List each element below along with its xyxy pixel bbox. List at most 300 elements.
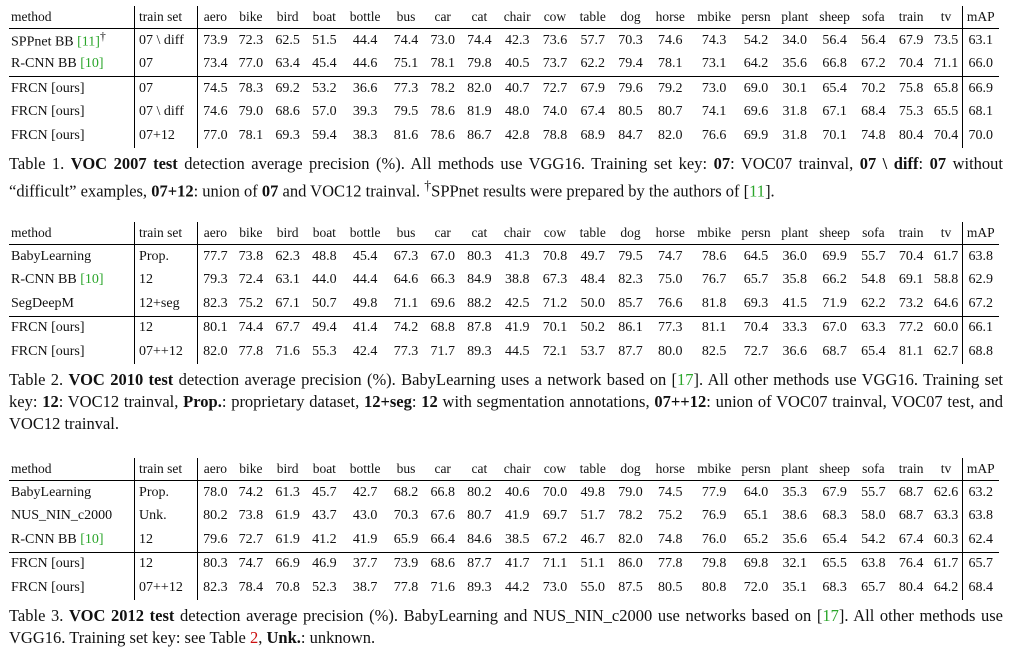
ap-cell-table: 50.0 bbox=[580, 295, 605, 311]
ap-cell-bird: 62.5 bbox=[275, 32, 300, 48]
header-class-plant: plant bbox=[781, 225, 809, 241]
header-method: method bbox=[11, 9, 52, 25]
text-run: FRCN [ours] bbox=[11, 556, 85, 572]
ap-cell-bus: 70.3 bbox=[393, 508, 419, 524]
text-run: 12 bbox=[421, 391, 438, 411]
ap-cell-dog: 86.0 bbox=[618, 556, 643, 572]
ap-cell-sofa: 55.7 bbox=[861, 248, 886, 264]
header-row bbox=[9, 6, 999, 29]
ap-cell-chair: 40.7 bbox=[504, 80, 530, 96]
ap-cell-chair: 38.5 bbox=[504, 531, 530, 547]
train-set-cell: 07 \ diff bbox=[135, 29, 198, 53]
ap-cell-tv: 62.7 bbox=[933, 343, 959, 359]
header-class-table: table bbox=[579, 225, 606, 241]
header-class-horse: horse bbox=[655, 9, 685, 25]
table-row bbox=[9, 101, 999, 125]
table-ref-link[interactable]: 2 bbox=[249, 627, 259, 647]
text-run: : bbox=[918, 153, 930, 173]
ap-cell-tv: 71.1 bbox=[933, 56, 959, 72]
ap-cell-cat: 89.3 bbox=[467, 579, 492, 595]
text-run: VOC 2012 test bbox=[69, 605, 175, 625]
header-class-dog: dog bbox=[620, 9, 641, 25]
method-cell bbox=[9, 124, 135, 148]
ap-cell-mbike: 81.1 bbox=[701, 320, 727, 336]
ap-cell-train: 75.8 bbox=[898, 80, 924, 96]
text-run: : bbox=[411, 391, 422, 411]
table-row bbox=[9, 53, 999, 77]
ap-cell-persn: 65.1 bbox=[743, 508, 769, 524]
table-row bbox=[9, 481, 999, 505]
table-row bbox=[9, 292, 999, 316]
ap-cell-dog: 78.2 bbox=[618, 508, 643, 524]
ap-cell-train: 70.4 bbox=[898, 56, 924, 72]
ap-cell-car: 78.6 bbox=[430, 104, 455, 120]
ap-cell-sheep: 67.0 bbox=[822, 320, 847, 336]
text-run: : union of VOC07 trainval, VOC07 test, and VOC12 trainval. bbox=[9, 391, 1004, 433]
ap-cell-horse: 76.6 bbox=[658, 295, 683, 311]
header-class-car: car bbox=[434, 9, 451, 25]
train-set-cell: 12 bbox=[135, 269, 198, 293]
ap-cell-cat: 80.2 bbox=[467, 484, 492, 500]
ap-cell-sofa: 67.2 bbox=[861, 56, 886, 72]
text-run: 12+seg bbox=[363, 391, 412, 411]
ap-cell-mbike: 76.0 bbox=[701, 531, 727, 547]
ap-cell-bus: 65.9 bbox=[393, 531, 419, 547]
text-run: 07 bbox=[713, 153, 731, 173]
dagger-mark: † bbox=[99, 30, 106, 44]
ap-cell-bus: 77.3 bbox=[393, 80, 419, 96]
ap-cell-boat: 57.0 bbox=[312, 104, 337, 120]
ap-cell-table: 49.7 bbox=[580, 248, 605, 264]
ap-cell-bird: 63.1 bbox=[275, 272, 300, 288]
ap-cell-train: 67.9 bbox=[898, 32, 924, 48]
ap-cell-car: 66.8 bbox=[430, 484, 455, 500]
ap-cell-sofa: 55.7 bbox=[861, 484, 886, 500]
ap-cell-cat: 80.7 bbox=[467, 508, 492, 524]
ap-cell-persn: 69.3 bbox=[743, 295, 769, 311]
method-cell bbox=[9, 552, 135, 576]
ap-cell-table: 68.9 bbox=[580, 127, 605, 143]
results-table bbox=[9, 458, 999, 600]
train-set-cell: 07++12 bbox=[135, 576, 198, 600]
ap-cell-persn: 64.5 bbox=[743, 248, 769, 264]
text-run: : proprietary dataset, bbox=[221, 391, 364, 411]
ap-cell-plant: 31.8 bbox=[782, 104, 808, 120]
train-set-cell: 12 bbox=[135, 552, 198, 576]
header-class-sofa: sofa bbox=[862, 461, 885, 477]
ap-cell-chair: 40.5 bbox=[504, 56, 530, 72]
ap-cell-aero: 82.3 bbox=[198, 292, 233, 316]
ap-cell-chair: 42.5 bbox=[504, 295, 530, 311]
ap-cell-train: 77.2 bbox=[898, 320, 924, 336]
ap-cell-bottle: 39.3 bbox=[352, 104, 378, 120]
ap-cell-persn: 72.7 bbox=[743, 343, 769, 359]
ap-cell-bike: 75.2 bbox=[238, 295, 264, 311]
ap-cell-plant: 35.8 bbox=[782, 272, 808, 288]
ap-cell-chair: 42.3 bbox=[504, 32, 530, 48]
text-run: and VOC12 trainval. bbox=[278, 181, 425, 200]
table-row bbox=[9, 552, 999, 576]
ap-cell-mbike: 74.3 bbox=[701, 32, 727, 48]
text-run: Table 3. bbox=[9, 605, 70, 625]
ap-cell-train: 80.4 bbox=[898, 579, 924, 595]
ap-cell-cow: 69.7 bbox=[542, 508, 568, 524]
ap-cell-tv: 64.6 bbox=[933, 295, 959, 311]
ap-cell-bus: 79.5 bbox=[393, 104, 419, 120]
ap-cell-tv: 65.8 bbox=[933, 80, 959, 96]
ap-cell-bus: 74.4 bbox=[393, 32, 419, 48]
ap-cell-horse: 74.8 bbox=[658, 531, 683, 547]
table-2-block bbox=[9, 222, 1003, 435]
citation-link[interactable]: [10] bbox=[80, 56, 104, 72]
header-class-sheep: sheep bbox=[819, 225, 850, 241]
ap-cell-boat: 45.4 bbox=[312, 56, 337, 72]
ap-cell-plant: 31.8 bbox=[782, 127, 808, 143]
text-run: 07 bbox=[929, 153, 947, 173]
method-cell bbox=[9, 481, 135, 505]
ap-cell-mbike: 73.1 bbox=[701, 56, 727, 72]
header-class-bike: bike bbox=[239, 9, 263, 25]
ap-cell-table: 57.7 bbox=[580, 32, 605, 48]
ap-cell-bike: 73.8 bbox=[238, 248, 264, 264]
ap-cell-bottle: 49.8 bbox=[352, 295, 378, 311]
ap-cell-sheep: 65.4 bbox=[822, 80, 847, 96]
text-run: 07++12 bbox=[654, 391, 707, 411]
ap-cell-bus: 67.3 bbox=[393, 248, 419, 264]
text-run: FRCN [ours] bbox=[11, 80, 85, 96]
ap-cell-sofa: 63.3 bbox=[861, 320, 886, 336]
train-set-cell: 12 bbox=[135, 316, 198, 340]
table-3-block bbox=[9, 458, 1003, 649]
ap-cell-horse: 78.1 bbox=[658, 56, 683, 72]
header-map: mAP bbox=[962, 6, 999, 29]
ap-cell-sheep: 67.9 bbox=[822, 484, 847, 500]
ap-cell-bird: 61.9 bbox=[275, 508, 300, 524]
method-cell bbox=[9, 576, 135, 600]
text-run: ]. All other methods use VGG16. Training set key: see Table bbox=[9, 605, 1003, 647]
text-run: : VOC12 trainval, bbox=[58, 391, 184, 411]
ap-cell-bird: 70.8 bbox=[275, 579, 300, 595]
ap-cell-aero: 77.7 bbox=[198, 245, 233, 269]
ap-cell-aero: 82.3 bbox=[198, 576, 233, 600]
text-run: detection average precision (%). BabyLearning uses a network based on [ bbox=[173, 369, 678, 389]
table-row bbox=[9, 316, 999, 340]
train-set-cell: 12 bbox=[135, 528, 198, 552]
ap-cell-bike: 74.4 bbox=[238, 320, 264, 336]
ap-cell-dog: 82.3 bbox=[618, 272, 643, 288]
header-class-bottle: bottle bbox=[349, 9, 381, 25]
ap-cell-sheep: 70.1 bbox=[822, 127, 847, 143]
text-run: SegDeepM bbox=[11, 295, 74, 311]
ap-cell-cow: 72.7 bbox=[542, 80, 568, 96]
ap-cell-sheep: 68.3 bbox=[822, 508, 847, 524]
text-run: , bbox=[258, 627, 267, 647]
header-class-train: train bbox=[898, 9, 924, 25]
header-class-mbike: mbike bbox=[697, 225, 732, 241]
header-class-boat: boat bbox=[312, 225, 336, 241]
ap-cell-plant: 34.0 bbox=[782, 32, 808, 48]
ap-cell-aero: 79.6 bbox=[198, 528, 233, 552]
ap-cell-car: 78.6 bbox=[430, 127, 455, 143]
citation-link[interactable]: 17 bbox=[677, 369, 694, 389]
ap-cell-boat: 55.3 bbox=[312, 343, 337, 359]
ap-cell-bird: 69.2 bbox=[275, 80, 300, 96]
text-run: VOC 2010 test bbox=[68, 369, 174, 389]
header-class-tv: tv bbox=[940, 461, 952, 477]
ap-cell-bird: 68.6 bbox=[275, 104, 300, 120]
ap-cell-horse: 74.7 bbox=[658, 248, 683, 264]
ap-cell-plant: 35.6 bbox=[782, 56, 808, 72]
ap-cell-mbike: 73.0 bbox=[701, 80, 727, 96]
ap-cell-chair: 41.9 bbox=[504, 508, 530, 524]
citation-link[interactable]: 17 bbox=[822, 605, 839, 625]
ap-cell-cat: 86.7 bbox=[467, 127, 492, 143]
ap-cell-tv: 70.4 bbox=[933, 127, 959, 143]
ap-cell-mbike: 78.6 bbox=[701, 248, 727, 264]
ap-cell-bus: 68.2 bbox=[393, 484, 419, 500]
ap-cell-horse: 77.3 bbox=[658, 320, 683, 336]
ap-cell-aero: 82.0 bbox=[198, 340, 233, 364]
header-class-tv: tv bbox=[940, 225, 952, 241]
ap-cell-horse: 82.0 bbox=[658, 127, 683, 143]
ap-cell-boat: 51.5 bbox=[312, 32, 337, 48]
ap-cell-cat: 74.4 bbox=[467, 32, 492, 48]
table-row bbox=[9, 576, 999, 600]
header-class-chair: chair bbox=[503, 225, 531, 241]
map-cell: 66.0 bbox=[962, 53, 999, 77]
ap-cell-sofa: 54.2 bbox=[861, 531, 886, 547]
header-train-set: train set bbox=[135, 222, 198, 245]
text-run: R-CNN BB bbox=[11, 272, 81, 288]
ap-cell-dog: 80.5 bbox=[618, 104, 643, 120]
ap-cell-aero: 74.6 bbox=[198, 101, 233, 125]
results-table bbox=[9, 222, 999, 364]
header-class-table: table bbox=[579, 461, 606, 477]
ap-cell-boat: 50.7 bbox=[312, 295, 337, 311]
ap-cell-dog: 79.5 bbox=[618, 248, 643, 264]
ap-cell-train: 68.7 bbox=[898, 484, 924, 500]
ap-cell-train: 70.4 bbox=[898, 248, 924, 264]
train-set-cell: Prop. bbox=[135, 481, 198, 505]
text-run: Prop. bbox=[183, 391, 222, 411]
ap-cell-table: 48.4 bbox=[580, 272, 605, 288]
map-cell: 62.9 bbox=[962, 269, 999, 293]
ap-cell-bottle: 38.3 bbox=[352, 127, 378, 143]
text-run: R-CNN BB bbox=[11, 531, 81, 547]
header-class-bus: bus bbox=[396, 225, 416, 241]
header-class-bird: bird bbox=[276, 9, 299, 25]
map-cell: 62.4 bbox=[962, 528, 999, 552]
ap-cell-cow: 73.6 bbox=[542, 32, 568, 48]
ap-cell-sofa: 70.2 bbox=[861, 80, 886, 96]
method-cell bbox=[9, 528, 135, 552]
dagger-mark: † bbox=[424, 177, 432, 193]
text-run: Unk. bbox=[266, 627, 301, 647]
ap-cell-persn: 65.7 bbox=[743, 272, 769, 288]
ap-cell-plant: 30.1 bbox=[782, 80, 808, 96]
ap-cell-boat: 46.9 bbox=[312, 556, 337, 572]
ap-cell-chair: 44.5 bbox=[504, 343, 530, 359]
text-run: SPPnet results were prepared by the authors of [ bbox=[431, 181, 750, 200]
ap-cell-bike: 72.4 bbox=[238, 272, 264, 288]
ap-cell-bus: 77.3 bbox=[393, 343, 419, 359]
ap-cell-table: 62.2 bbox=[580, 56, 605, 72]
ap-cell-bike: 73.8 bbox=[238, 508, 264, 524]
ap-cell-chair: 48.0 bbox=[504, 104, 530, 120]
table-caption bbox=[9, 153, 1003, 203]
header-class-chair: chair bbox=[503, 9, 531, 25]
ap-cell-table: 51.1 bbox=[580, 556, 605, 572]
citation-link[interactable]: [10] bbox=[80, 272, 104, 288]
ap-cell-boat: 45.7 bbox=[312, 484, 337, 500]
header-class-aero: aero bbox=[198, 6, 233, 29]
map-cell: 70.0 bbox=[962, 124, 999, 148]
train-set-cell: 07 bbox=[135, 53, 198, 77]
ap-cell-cat: 81.9 bbox=[467, 104, 492, 120]
ap-cell-aero: 77.0 bbox=[198, 124, 233, 148]
map-cell: 63.2 bbox=[962, 481, 999, 505]
ap-cell-bottle: 37.7 bbox=[352, 556, 378, 572]
ap-cell-plant: 36.6 bbox=[782, 343, 808, 359]
ap-cell-plant: 35.6 bbox=[782, 531, 808, 547]
ap-cell-bottle: 44.4 bbox=[352, 32, 378, 48]
ap-cell-bottle: 36.6 bbox=[352, 80, 378, 96]
ap-cell-sofa: 68.4 bbox=[861, 104, 886, 120]
ap-cell-train: 69.1 bbox=[898, 272, 924, 288]
citation-link[interactable]: [10] bbox=[80, 531, 104, 547]
ap-cell-persn: 72.0 bbox=[743, 579, 769, 595]
header-class-cat: cat bbox=[471, 9, 488, 25]
header-class-bottle: bottle bbox=[349, 225, 381, 241]
ap-cell-dog: 86.1 bbox=[618, 320, 643, 336]
ap-cell-horse: 80.0 bbox=[658, 343, 683, 359]
header-class-train: train bbox=[898, 461, 924, 477]
ap-cell-chair: 44.2 bbox=[504, 579, 530, 595]
ap-cell-aero: 79.3 bbox=[198, 269, 233, 293]
header-class-sofa: sofa bbox=[862, 225, 885, 241]
ap-cell-train: 76.4 bbox=[898, 556, 924, 572]
ap-cell-persn: 69.0 bbox=[743, 80, 769, 96]
ap-cell-cat: 88.2 bbox=[467, 295, 492, 311]
ap-cell-tv: 58.8 bbox=[933, 272, 959, 288]
ap-cell-bus: 77.8 bbox=[393, 579, 419, 595]
ap-cell-chair: 41.9 bbox=[504, 320, 530, 336]
text-run: FRCN [ours] bbox=[11, 343, 85, 359]
ap-cell-table: 55.0 bbox=[580, 579, 605, 595]
header-row bbox=[9, 458, 999, 481]
method-cell bbox=[9, 269, 135, 293]
ap-cell-persn: 70.4 bbox=[743, 320, 769, 336]
header-class-car: car bbox=[434, 225, 451, 241]
ap-cell-bottle: 44.4 bbox=[352, 272, 378, 288]
ap-cell-mbike: 76.6 bbox=[701, 127, 727, 143]
ap-cell-mbike: 79.8 bbox=[701, 556, 727, 572]
train-set-cell: Unk. bbox=[135, 505, 198, 529]
ap-cell-car: 73.0 bbox=[430, 32, 455, 48]
ap-cell-horse: 77.8 bbox=[658, 556, 683, 572]
ap-cell-sofa: 58.0 bbox=[861, 508, 886, 524]
header-class-chair: chair bbox=[503, 461, 531, 477]
ap-cell-cow: 72.1 bbox=[542, 343, 568, 359]
map-cell: 65.7 bbox=[962, 552, 999, 576]
citation-link[interactable]: 11 bbox=[749, 181, 766, 200]
ap-cell-sheep: 65.5 bbox=[822, 556, 847, 572]
text-run: FRCN [ours] bbox=[11, 127, 85, 143]
map-cell: 63.8 bbox=[962, 505, 999, 529]
map-cell: 67.2 bbox=[962, 292, 999, 316]
table-row bbox=[9, 77, 999, 101]
ap-cell-dog: 79.4 bbox=[618, 56, 643, 72]
ap-cell-bird: 63.4 bbox=[275, 56, 300, 72]
ap-cell-cow: 74.0 bbox=[542, 104, 568, 120]
ap-cell-car: 71.6 bbox=[430, 579, 455, 595]
header-class-sheep: sheep bbox=[819, 461, 850, 477]
citation-link[interactable]: [11] bbox=[77, 35, 100, 51]
ap-cell-tv: 61.7 bbox=[933, 248, 959, 264]
ap-cell-train: 73.2 bbox=[898, 295, 924, 311]
text-run: without “difficult” examples, bbox=[9, 153, 1003, 200]
ap-cell-dog: 87.7 bbox=[618, 343, 643, 359]
header-class-mbike: mbike bbox=[697, 9, 732, 25]
ap-cell-boat: 52.3 bbox=[312, 579, 337, 595]
header-class-horse: horse bbox=[655, 461, 685, 477]
header-class-persn: persn bbox=[741, 225, 771, 241]
ap-cell-car: 78.2 bbox=[430, 80, 455, 96]
ap-cell-car: 69.6 bbox=[430, 295, 455, 311]
ap-cell-sheep: 66.8 bbox=[822, 56, 847, 72]
method-cell bbox=[9, 101, 135, 125]
ap-cell-car: 66.3 bbox=[430, 272, 455, 288]
ap-cell-sofa: 62.2 bbox=[861, 295, 886, 311]
ap-cell-train: 67.4 bbox=[898, 531, 924, 547]
header-class-dog: dog bbox=[620, 225, 641, 241]
header-map: mAP bbox=[962, 222, 999, 245]
ap-cell-boat: 43.7 bbox=[312, 508, 337, 524]
ap-cell-aero: 80.1 bbox=[198, 316, 233, 340]
ap-cell-bottle: 45.4 bbox=[352, 248, 378, 264]
text-run: R-CNN BB bbox=[11, 56, 81, 72]
ap-cell-mbike: 82.5 bbox=[701, 343, 727, 359]
ap-cell-plant: 35.3 bbox=[782, 484, 808, 500]
ap-cell-dog: 79.6 bbox=[618, 80, 643, 96]
map-cell: 68.4 bbox=[962, 576, 999, 600]
header-class-cow: cow bbox=[543, 9, 567, 25]
ap-cell-sheep: 65.4 bbox=[822, 531, 847, 547]
header-class-horse: horse bbox=[655, 225, 685, 241]
ap-cell-mbike: 76.9 bbox=[701, 508, 727, 524]
ap-cell-mbike: 80.8 bbox=[701, 579, 727, 595]
ap-cell-mbike: 81.8 bbox=[701, 295, 727, 311]
ap-cell-sofa: 74.8 bbox=[861, 127, 886, 143]
method-cell bbox=[9, 53, 135, 77]
ap-cell-cow: 67.2 bbox=[542, 531, 568, 547]
header-class-bike: bike bbox=[239, 225, 263, 241]
ap-cell-bird: 69.3 bbox=[275, 127, 300, 143]
header-map: mAP bbox=[962, 458, 999, 481]
ap-cell-persn: 69.9 bbox=[743, 127, 769, 143]
ap-cell-bike: 79.0 bbox=[238, 104, 264, 120]
table-row bbox=[9, 528, 999, 552]
ap-cell-cow: 70.1 bbox=[542, 320, 568, 336]
ap-cell-bird: 61.3 bbox=[275, 484, 300, 500]
method-cell bbox=[9, 77, 135, 101]
train-set-cell: Prop. bbox=[135, 245, 198, 269]
ap-cell-boat: 44.0 bbox=[312, 272, 337, 288]
header-class-aero: aero bbox=[198, 222, 233, 245]
header-class-bottle: bottle bbox=[349, 461, 381, 477]
ap-cell-chair: 40.6 bbox=[504, 484, 530, 500]
text-run: with segmentation annotations, bbox=[437, 391, 655, 411]
